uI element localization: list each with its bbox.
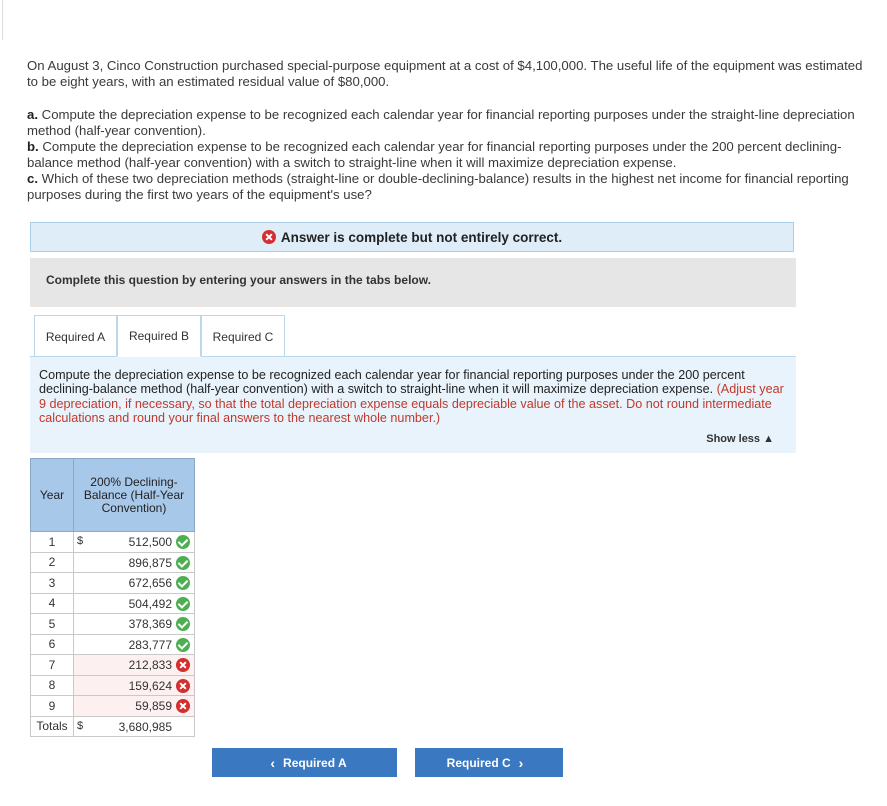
year-cell: 3 (31, 573, 74, 594)
depreciation-value: 159,624 (128, 678, 172, 693)
prev-required-a-button[interactable]: ‹ Required A (212, 748, 397, 777)
depreciation-input[interactable] (74, 532, 195, 553)
problem-statement (27, 58, 872, 203)
x-circle-icon (262, 230, 276, 244)
year-cell: 5 (31, 614, 74, 635)
table-row (31, 675, 195, 696)
check-circle-icon (176, 638, 190, 652)
part-c: c. Which of these two depreciation methods (straight-line or double-declining-balance) results in the highest net income for financial reporting purposes during the first two years of the equipment's use? (27, 171, 849, 202)
depreciation-value: 283,777 (128, 637, 172, 652)
tab-required-b[interactable]: Required B (117, 315, 201, 357)
table-row (31, 573, 195, 594)
check-circle-icon (176, 576, 190, 590)
table-row (31, 696, 195, 717)
depreciation-input[interactable] (74, 573, 195, 594)
totals-value: 3,680,985 (118, 719, 172, 734)
totals-row (31, 716, 195, 737)
answer-status-banner (30, 222, 794, 252)
instructions-box (30, 258, 796, 307)
x-circle-icon (176, 679, 190, 693)
check-circle-icon (176, 535, 190, 549)
check-circle-icon (176, 597, 190, 611)
instructions-text: Complete this question by entering your answers in the tabs below. (46, 273, 431, 287)
depreciation-value: 512,500 (128, 535, 172, 549)
x-circle-icon (176, 658, 190, 672)
year-cell: 7 (31, 655, 74, 676)
depreciation-value: 896,875 (128, 555, 172, 570)
currency-symbol: $ (77, 719, 84, 732)
year-cell: 8 (31, 675, 74, 696)
panel-note: (Adjust year 9 depreciation, if necessary, so that the total depreciation expense equals depreciable value of the asset. Do not round intermediate calculations and round your final answers to the nearest whole number.) (39, 382, 784, 425)
header-declining-balance: 200% Declining-Balance (Half-Year Convention) (74, 459, 195, 532)
table-row (31, 593, 195, 614)
depreciation-value: 212,833 (128, 658, 172, 672)
year-cell: 4 (31, 593, 74, 614)
header-year: Year (31, 459, 74, 532)
totals-label: Totals (31, 716, 74, 737)
chevron-right-icon: › (518, 754, 524, 771)
x-circle-icon (176, 699, 190, 713)
panel-text: Compute the depreciation expense to be recognized each calendar year for financial reporting purposes under the 200 percent declining-balance method (half-year convention) with a switch to straight-line when it will maximize depreciation expense. (Adjust year 9 depreciation, if necessary, so that the total depreciation expense equals depreciable value of the asset. Do not round intermediate calculations and round your final answers to the nearest whole number.) (39, 368, 784, 425)
depreciation-input[interactable] (74, 655, 195, 676)
next-required-c-button[interactable]: Required C › (415, 748, 563, 777)
tab-required-c[interactable]: Required C (201, 315, 285, 357)
triangle-up-icon: ▲ (763, 433, 774, 445)
left-divider (2, 0, 3, 40)
year-cell: 1 (31, 532, 74, 553)
part-a: a. Compute the depreciation expense to be recognized each calendar year for financial reporting purposes under the straight-line depreciation method (half-year convention). (27, 107, 855, 138)
depreciation-value: 378,369 (128, 617, 172, 631)
depreciation-input[interactable] (74, 593, 195, 614)
problem-intro: On August 3, Cinco Construction purchased special-purpose equipment at a cost of $4,100,000. The useful life of the equipment was estimated to be eight years, with an estimated residual value of $80,000. (27, 58, 863, 89)
part-b: b. Compute the depreciation expense to be recognized each calendar year for financial reporting purposes under the 200 percent declining-balance method (half-year convention) with a switch to straight-line when it will maximize depreciation expense. (27, 139, 842, 170)
answer-status-text: Answer is complete but not entirely correct. (280, 229, 563, 245)
depreciation-value: 672,656 (128, 576, 172, 590)
year-cell: 9 (31, 696, 74, 717)
table-row (31, 655, 195, 676)
depreciation-input[interactable] (74, 552, 195, 573)
depreciation-value: 504,492 (128, 596, 172, 611)
currency-symbol: $ (77, 535, 84, 547)
check-circle-icon (176, 617, 190, 631)
depreciation-input[interactable] (74, 634, 195, 655)
depreciation-input[interactable] (74, 675, 195, 696)
table-row (31, 614, 195, 635)
depreciation-table (30, 458, 195, 737)
question-panel (30, 356, 796, 453)
tab-required-a[interactable]: Required A (34, 315, 117, 357)
table-row (31, 552, 195, 573)
table-row (31, 532, 195, 553)
depreciation-input[interactable] (74, 696, 195, 717)
depreciation-value: 59,859 (135, 699, 172, 713)
depreciation-input[interactable] (74, 614, 195, 635)
table-row (31, 634, 195, 655)
chevron-left-icon: ‹ (270, 754, 276, 771)
check-circle-icon (176, 556, 190, 570)
show-less-link[interactable]: Show less ▲ (706, 433, 774, 445)
year-cell: 2 (31, 552, 74, 573)
year-cell: 6 (31, 634, 74, 655)
